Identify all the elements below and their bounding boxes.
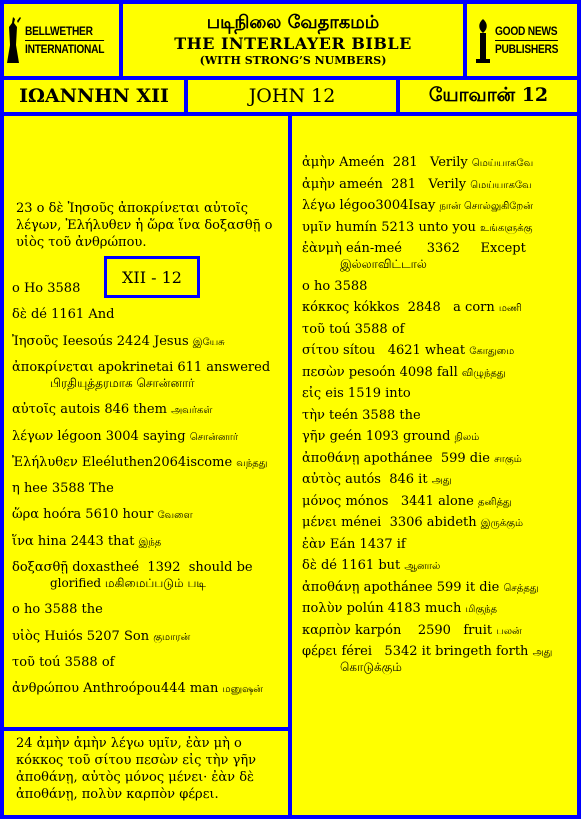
word-info: hee 3588 The (23, 481, 114, 497)
title-tamil: படிநிலை வேதாகமம் (206, 12, 380, 33)
logo-right-line1: GOOD NEWS (495, 23, 558, 38)
word-info: toú 3588 of (39, 654, 115, 670)
word-row (302, 471, 574, 489)
word-row (12, 559, 284, 576)
tamil-gloss: மணி (498, 303, 522, 314)
word-info: teén 3588 the (329, 407, 421, 423)
greek-word: μένει (302, 515, 337, 530)
chapter-label: XII - 12 (104, 256, 200, 298)
title-block (123, 4, 463, 76)
title-subtitle: (WITH STRONG’S NUMBERS) (199, 54, 387, 67)
word-info: ho 3588 (313, 278, 368, 294)
tamil-gloss: மிகுந்த (465, 604, 498, 615)
word-row (12, 480, 284, 497)
word-row (12, 401, 284, 419)
word-info: karpón 2590 fruit (354, 622, 493, 638)
greek-word: δὲ (12, 307, 27, 323)
word-info: légoo3004Isay (339, 198, 436, 213)
tamil-gloss: விழுந்தது (461, 367, 506, 379)
word-info: férei 5342 it bringeth forth (341, 644, 529, 659)
word-row (12, 506, 284, 524)
english-book-header: JOHN 12 (188, 80, 396, 112)
greek-word: πεσὼν (302, 364, 345, 380)
tamil-gloss: கோதுமை (469, 346, 515, 357)
word-info: apokrinetai 611 answered (97, 359, 271, 375)
lamp-icon (474, 15, 492, 65)
verse-24-text: 24 ἀμὴν ἀμὴν λέγω υμῖν, ἐὰν μὴ ο κόκκος τοῦ σίτου πεσὼν εἰς τὴν γῆν ἀποθάνῃ, αὐτὸς μόνος μένει· ἐὰν δὲ ἀποθάνῃ, πολὺν καρπὸν φέρει. (16, 736, 257, 802)
tamil-gloss: பலன் (496, 625, 522, 637)
greek-word: ἀποθάνῃ (302, 579, 360, 595)
word-row (302, 622, 574, 640)
word-info: doxastheé 1392 should be (72, 560, 253, 575)
word-row (12, 654, 284, 671)
row-continuation: இல்லாவிட்டால் (340, 257, 427, 271)
word-info: apothánee 599 die (363, 450, 490, 466)
tamil-gloss: இயேசு (192, 336, 225, 348)
word-row (12, 680, 284, 698)
greek-word: πολὺν (302, 601, 343, 616)
word-row (302, 197, 574, 215)
word-info: humín 5213 unto you (335, 219, 476, 235)
word-row (302, 342, 574, 360)
row-continuation: கொடுக்கும் (340, 660, 402, 674)
greek-word: κόκκος (302, 300, 350, 315)
word-row (302, 428, 574, 446)
tamil-gloss: மெய்யாகவே (471, 158, 534, 169)
word-info: autois 846 them (60, 402, 167, 418)
word-info: hoóra 5610 hour (43, 507, 154, 523)
word-info: Eleéluthen2064iscome (81, 454, 233, 470)
word-info: ameén 281 Verily (339, 176, 467, 192)
word-row (302, 600, 574, 618)
greek-word: τοῦ (12, 654, 35, 670)
left-column (4, 116, 288, 727)
word-info: eis 1519 into (325, 386, 411, 401)
word-row (302, 240, 574, 257)
tamil-gloss: அது (431, 475, 452, 486)
greek-word: αὐτοῖς (12, 402, 57, 418)
word-row (302, 278, 574, 295)
greek-book-header: ΙΩΑΝΝΗΝ XII (4, 80, 184, 112)
greek-word: ο (12, 281, 20, 296)
tamil-gloss: செத்தது (503, 582, 539, 594)
tamil-gloss: ஆனால் (404, 561, 441, 572)
logo-right-line2: PUBLISHERS (495, 41, 559, 56)
word-info: toú 3588 of (329, 321, 405, 337)
tamil-gloss: இந்த (138, 536, 162, 548)
word-row (12, 628, 284, 646)
word-row (302, 321, 574, 338)
word-row (302, 407, 574, 424)
word-row (302, 643, 574, 661)
word-info: pesoón 4098 fall (348, 364, 458, 380)
tamil-gloss: தனித்து (478, 496, 512, 508)
tamil-gloss: சாகும் (494, 453, 522, 465)
word-info: Huiós 5207 Son (44, 628, 150, 644)
word-row (12, 454, 284, 472)
tamil-gloss: குமாரன் (153, 631, 191, 643)
greek-word: ἀμὴν (302, 176, 335, 192)
greek-word: φέρει (302, 644, 338, 659)
word-info: Ieesoús 2424 Jesus (62, 333, 189, 349)
word-row (12, 359, 284, 376)
word-row (302, 557, 574, 575)
greek-word: ἐὰνμὴ (302, 241, 342, 256)
word-info: apothánee 599 it die (363, 579, 500, 595)
word-info: eán-meé 3362 Except (346, 241, 526, 256)
word-info: Ho 3588 (23, 281, 81, 296)
tamil-gloss: இருக்கும் (480, 518, 524, 529)
tamil-gloss: சொன்னார் (189, 431, 239, 443)
word-row (302, 176, 574, 194)
tamil-gloss: மெய்யாகவே (470, 179, 532, 191)
greek-word: λέγων (12, 428, 54, 444)
word-info: sítou 4621 wheat (343, 343, 466, 358)
word-info: légoon 3004 saying (57, 428, 186, 444)
greek-word: ἀποκρίνεται (12, 359, 94, 375)
word-row (302, 154, 574, 172)
word-row (302, 579, 574, 597)
tamil-gloss: வேளை (157, 510, 193, 522)
word-info: dé 1161 but (320, 558, 401, 573)
word-info: Anthroópou444 man (83, 681, 219, 697)
word-info: autós 846 it (345, 472, 428, 487)
greek-word: δὲ (302, 558, 317, 573)
good-news-logo (467, 4, 577, 76)
word-info: ménei 3306 abideth (341, 515, 477, 530)
tamil-gloss: மனுஷன் (222, 684, 264, 696)
greek-word: λέγω (302, 198, 336, 213)
greek-word: ο (12, 602, 20, 618)
logo-left-line1: BELLWETHER (25, 23, 94, 38)
word-info: Ameén 281 Verily (339, 155, 468, 170)
tamil-gloss: அது (532, 647, 553, 658)
bellwether-logo (4, 4, 119, 76)
word-info: polún 4183 much (346, 601, 462, 616)
word-row (12, 306, 284, 323)
greek-word: ἵνα (12, 533, 34, 549)
tamil-gloss: உங்களுக்கு (480, 222, 533, 234)
word-info: kókkos 2848 a corn (353, 300, 495, 315)
tamil-book-header: யோவான் 12 (400, 80, 577, 112)
word-info: mónos 3441 alone (345, 493, 474, 509)
tamil-gloss: அவர்கள் (171, 405, 213, 417)
word-info: geén 1093 ground (329, 429, 451, 444)
verse-23-text: 23 ο δὲ Ἰησοῦς ἀποκρίνεται αὐτοῖς λέγων, Ἐλήλυθεν ἡ ὥρα ἵνα δοξασθῇ ο υἱὸς τοῦ ἀνθρώπου. (16, 201, 273, 250)
greek-word: υἱὸς (12, 628, 41, 644)
greek-word: ἀμὴν (302, 155, 335, 170)
word-info: ho 3588 the (23, 602, 103, 618)
verse-24-box (4, 731, 288, 815)
greek-word: σίτου (302, 343, 339, 358)
greek-word: υμῖν (302, 219, 332, 235)
word-info: Eán 1437 if (329, 536, 406, 552)
right-column (292, 116, 577, 815)
greek-word: ο (302, 278, 310, 294)
word-row (302, 385, 574, 402)
tamil-gloss: வந்தது (236, 457, 268, 469)
logo-left-line2: INTERNATIONAL (25, 41, 105, 56)
greek-word: δοξασθῇ (12, 560, 69, 575)
greek-word: εἰς (302, 386, 322, 401)
greek-word: ὥρα (12, 507, 40, 523)
word-row (302, 299, 574, 317)
word-info: dé 1161 And (30, 307, 115, 323)
title-main: THE INTERLAYER BIBLE (174, 34, 412, 53)
word-row (12, 533, 284, 551)
greek-word: τὴν (302, 407, 325, 423)
tamil-gloss: நான் சொல்லுகிறேன் (439, 201, 533, 212)
greek-word: τοῦ (302, 321, 325, 337)
word-row (302, 450, 574, 468)
word-info: hina 2443 that (37, 533, 135, 549)
shepherd-icon (4, 15, 22, 65)
greek-word: μόνος (302, 493, 342, 509)
greek-word: Ἰησοῦς (12, 333, 59, 349)
word-row (12, 601, 284, 618)
word-row (302, 536, 574, 553)
greek-word: ἀποθάνῃ (302, 450, 360, 466)
greek-word: ἀνθρώπου (12, 681, 80, 697)
greek-word: ἐὰν (302, 536, 326, 552)
word-row (302, 219, 574, 237)
greek-word: γῆν (302, 429, 326, 444)
word-row (12, 333, 284, 351)
row-continuation: glorified மகிமைப்படும் படி (50, 576, 206, 590)
word-row (12, 280, 284, 297)
word-row (302, 493, 574, 511)
row-continuation: பிரதியுத்தரமாக சொன்னார் (50, 375, 195, 390)
word-row (12, 428, 284, 446)
greek-word: η (12, 481, 20, 497)
greek-word: καρπὸν (302, 622, 351, 638)
tamil-gloss: நிலம் (454, 432, 480, 443)
word-row (302, 364, 574, 382)
word-row (302, 514, 574, 532)
greek-word: Ἐλήλυθεν (12, 454, 78, 470)
greek-word: αὐτὸς (302, 472, 341, 487)
